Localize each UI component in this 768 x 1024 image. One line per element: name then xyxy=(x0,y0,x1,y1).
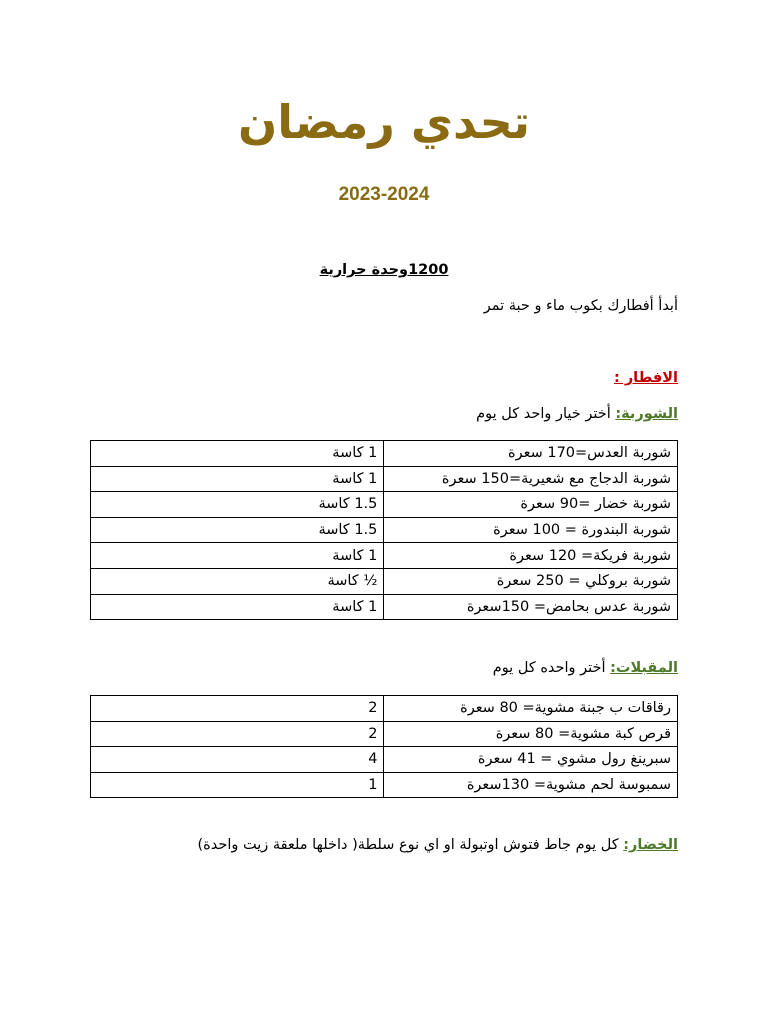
quantity-cell: 4 xyxy=(91,747,384,773)
item-cell: شوربة بروكلي = 250 سعرة xyxy=(384,568,678,594)
quantity-cell: 2 xyxy=(91,721,384,747)
table-row xyxy=(91,772,678,798)
soup-heading: الشوربة: xyxy=(615,406,678,422)
table-row xyxy=(91,747,678,773)
item-cell: شوربة العدس=170 سعرة xyxy=(384,441,678,467)
table-row xyxy=(91,696,678,722)
quantity-cell: 1.5 كاسة xyxy=(91,517,384,543)
item-cell: سبرينغ رول مشوي = 41 سعرة xyxy=(384,747,678,773)
soup-table xyxy=(90,440,678,620)
page-title: تحدي رمضان xyxy=(238,95,530,149)
item-cell: رقاقات ب جبنة مشوية= 80 سعرة xyxy=(384,696,678,722)
item-cell: شوربة عدس بحامض= 150سعرة xyxy=(384,594,678,620)
soup-section-label xyxy=(476,406,678,422)
intro-text: أبدأ أفطارك بكوب ماء و حبة تمر xyxy=(483,298,678,314)
appetizers-heading: المقبلات: xyxy=(610,660,678,676)
vegetables-text: كل يوم جاط فتوش اوتبولة او اي نوع سلطة( داخلها ملعقة زيت واحدة) xyxy=(197,837,624,853)
table-row xyxy=(91,543,678,569)
iftar-heading: الافطار : xyxy=(613,370,678,386)
table-row xyxy=(91,441,678,467)
item-cell: شوربة فريكة= 120 سعرة xyxy=(384,543,678,569)
appetizers-instruction: أختر واحده كل يوم xyxy=(492,660,611,676)
table-row xyxy=(91,594,678,620)
table-row xyxy=(91,568,678,594)
vegetables-heading: الخضار: xyxy=(623,837,678,853)
item-cell: شوربة البندورة = 100 سعرة xyxy=(384,517,678,543)
quantity-cell: 2 xyxy=(91,696,384,722)
table-row xyxy=(91,517,678,543)
item-cell: شوربة الدجاج مع شعيرية=150 سعرة xyxy=(384,466,678,492)
quantity-cell: 1 كاسة xyxy=(91,543,384,569)
appetizers-section-label xyxy=(493,660,678,676)
table-row xyxy=(91,466,678,492)
item-cell: شوربة خضار =90 سعرة xyxy=(384,492,678,518)
quantity-cell: 1 كاسة xyxy=(91,466,384,492)
quantity-cell: ½ كاسة xyxy=(91,568,384,594)
quantity-cell: 1 كاسة xyxy=(91,594,384,620)
quantity-cell: 1.5 كاسة xyxy=(91,492,384,518)
item-cell: سمبوسة لحم مشوية= 130سعرة xyxy=(384,772,678,798)
table-row xyxy=(91,721,678,747)
table-row xyxy=(91,492,678,518)
quantity-cell: 1 xyxy=(91,772,384,798)
soup-instruction: أختر خيار واحد كل يوم xyxy=(476,406,616,422)
vegetables-section xyxy=(198,837,679,853)
quantity-cell: 1 كاسة xyxy=(91,441,384,467)
appetizers-table xyxy=(90,695,678,798)
calorie-target: 1200وحدة حرارية xyxy=(319,262,449,278)
item-cell: قرص كبة مشوية= 80 سعرة xyxy=(384,721,678,747)
year-range: 2023-2024 xyxy=(338,184,430,205)
